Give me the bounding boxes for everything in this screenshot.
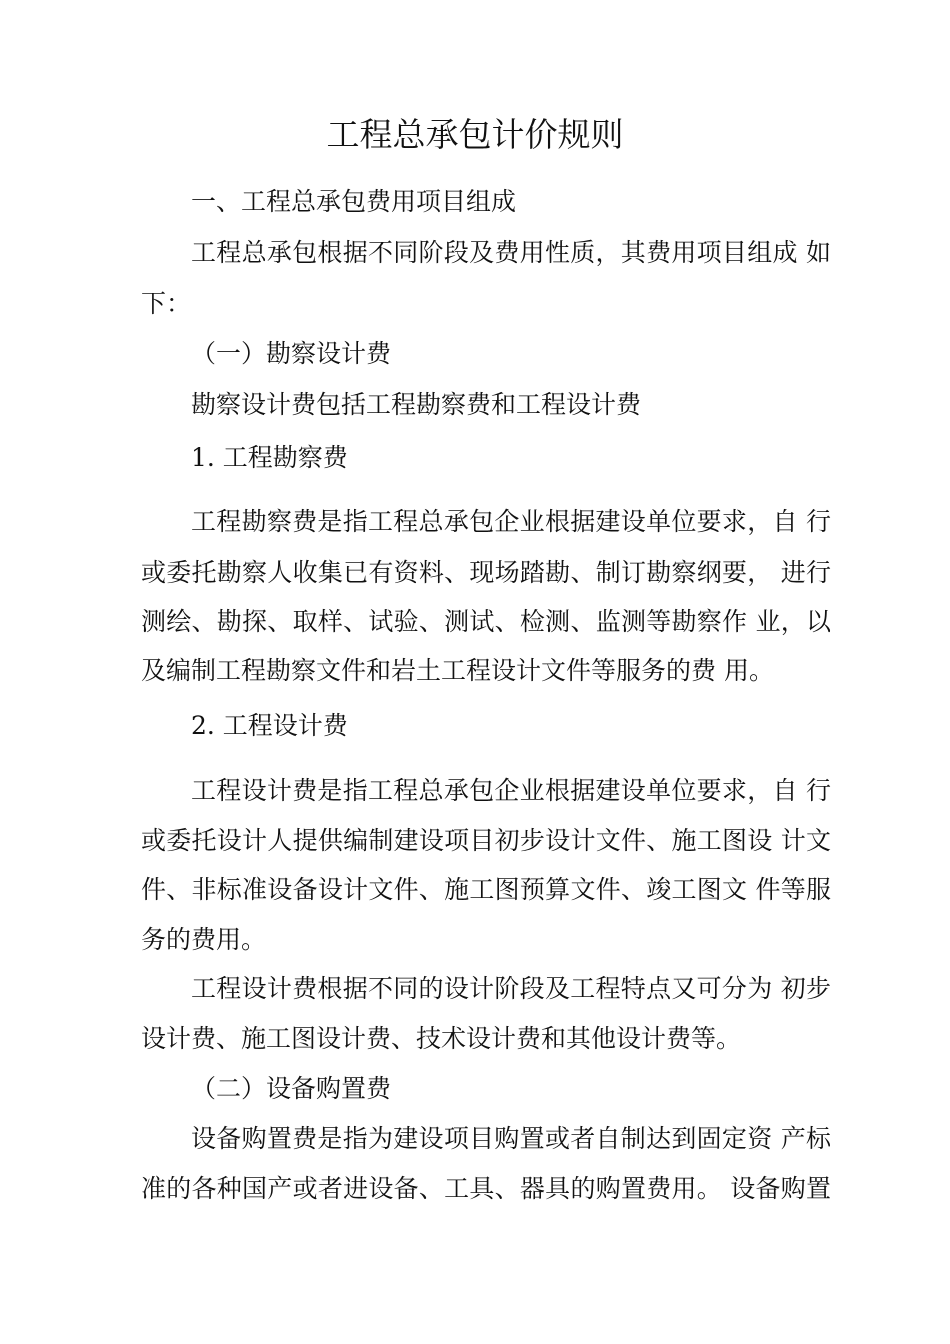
paragraph-line: 设计费、施工图设计费、技术设计费和其他设计费等。 xyxy=(141,1024,742,1053)
item-heading-2: 2. 工程设计费 xyxy=(191,711,348,740)
section-heading-1: 一、工程总承包费用项目组成 xyxy=(191,187,517,216)
paragraph-line: 工程勘察费是指工程总承包企业根据建设单位要求，自 行 xyxy=(191,507,831,536)
paragraph-line: 或委托勘察人收集已有资料、现场踏勘、制订勘察纲要， 进行 xyxy=(141,558,831,587)
paragraph-line: 设备购置费是指为建设项目购置或者自制达到固定资 产标 xyxy=(191,1124,831,1153)
paragraph-line: 工程总承包根据不同阶段及费用性质，其费用项目组成 如 xyxy=(191,238,831,267)
paragraph-line: 测绘、勘探、取样、试验、测试、检测、监测等勘察作 业，以 xyxy=(141,607,831,636)
paragraph-line: 及编制工程勘察文件和岩土工程设计文件等服务的费 用。 xyxy=(141,656,774,685)
paragraph-line: 工程设计费根据不同的设计阶段及工程特点又可分为 初步 xyxy=(191,974,831,1003)
paragraph-line: 工程设计费是指工程总承包企业根据建设单位要求，自 行 xyxy=(191,776,831,805)
subsection-heading-2: （二）设备购置费 xyxy=(191,1074,392,1103)
paragraph-line: 下： xyxy=(141,289,192,318)
item-heading-1: 1. 工程勘察费 xyxy=(191,443,348,472)
paragraph-line: 准的各种国产或者进设备、工具、器具的购置费用。 设备购置 xyxy=(141,1174,831,1203)
document-title: 工程总承包计价规则 xyxy=(326,115,624,154)
paragraph-line: 勘察设计费包括工程勘察费和工程设计费 xyxy=(191,390,642,419)
paragraph-line: 件、非标准设备设计文件、施工图预算文件、竣工图文 件等服 xyxy=(141,875,831,904)
subsection-heading-1: （一）勘察设计费 xyxy=(191,339,392,368)
paragraph-line: 或委托设计人提供编制建设项目初步设计文件、施工图设 计文 xyxy=(141,826,831,855)
paragraph-line: 务的费用。 xyxy=(141,925,267,954)
